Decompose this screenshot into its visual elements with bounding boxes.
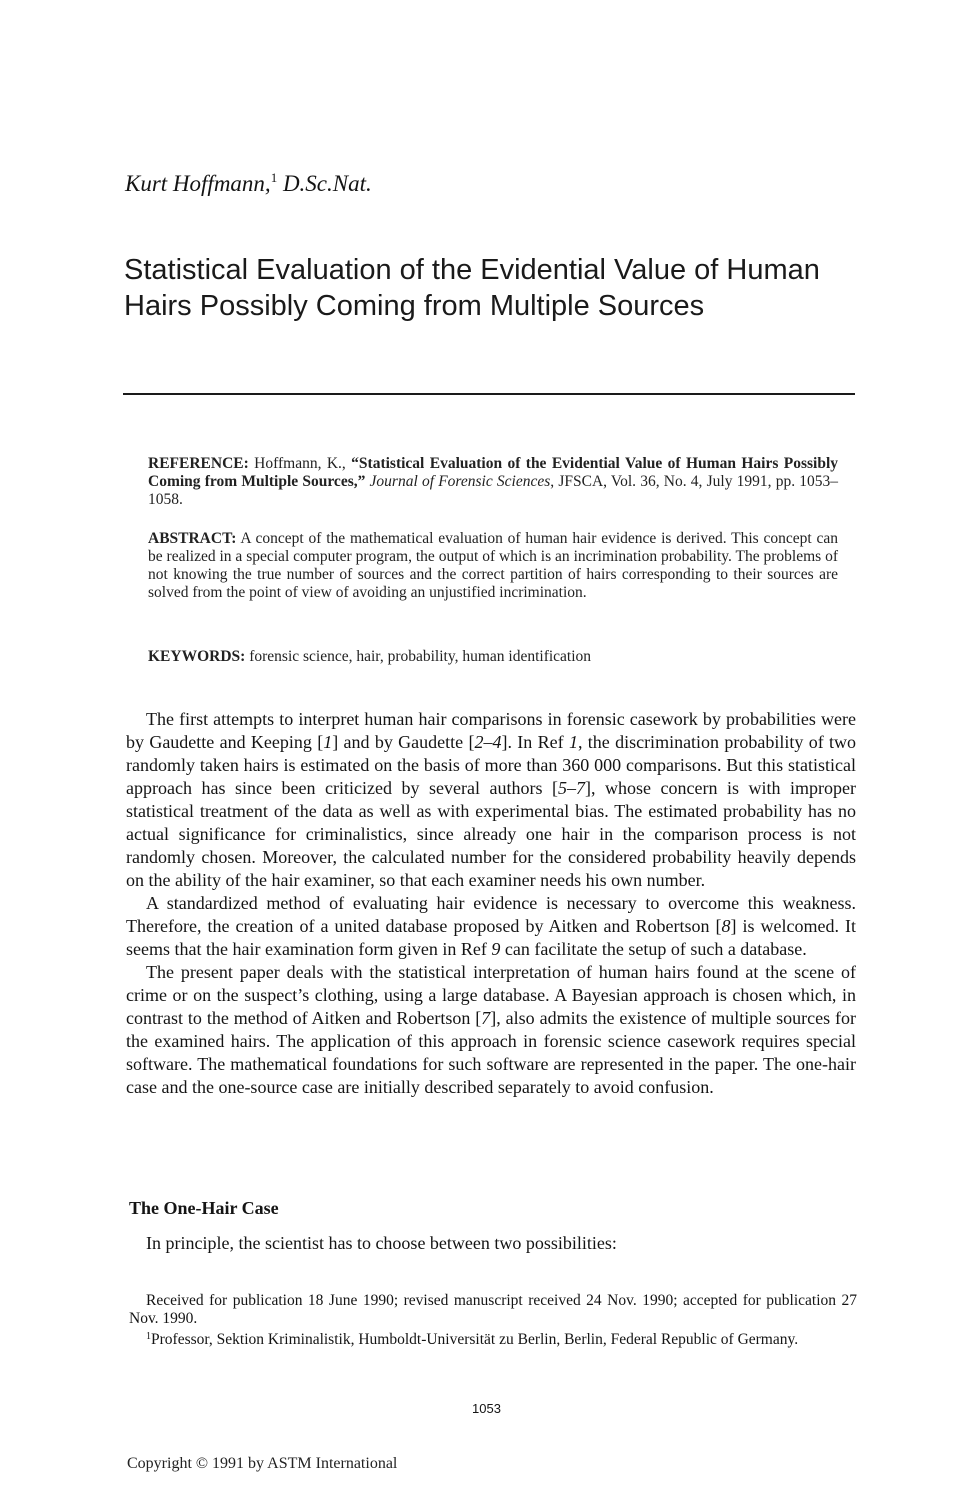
text-run: A standardized method of evaluating hair evidence is necessary to overcome this weakness. Therefore, the creation of a united database proposed by Aitken and Robertson [ — [126, 893, 856, 936]
section-intro-text: In principle, the scientist has to choose between two possibilities: — [146, 1233, 617, 1253]
text-run: ]. In Ref — [501, 732, 569, 752]
text-run: ], also admits the existence of multiple sources for the examined hairs. The application of this approach in forensic science casework requires special software. The mathematical foundations for such software are represented in the paper. The one-hair case and the one-source case are initially described separately to avoid confusion. — [126, 1008, 856, 1097]
page-number: 1053 — [472, 1401, 501, 1416]
paper-title: Statistical Evaluation of the Evidential Value of Human Hairs Possibly Coming from Multiple Sources — [124, 254, 820, 322]
author-degree: D.Sc.Nat. — [277, 171, 372, 196]
reference-details: , JFSCA, Vol. 36, No. 4, July 1991, pp. 1053–1058. — [148, 473, 839, 508]
citation-ref: 2–4 — [474, 732, 502, 752]
title-divider — [123, 393, 855, 395]
citation-ref: 1 — [568, 732, 578, 752]
reference-journal: Journal of Forensic Sciences — [369, 473, 551, 490]
body-paragraph-2 — [126, 892, 856, 961]
copyright-notice: Copyright © 1991 by ASTM International — [127, 1455, 398, 1472]
citation-ref: 5–7 — [557, 778, 585, 798]
reference-block — [148, 455, 838, 509]
body-text — [126, 708, 856, 1099]
keywords-label: KEYWORDS: — [148, 648, 246, 665]
author-line — [125, 170, 372, 197]
abstract-block — [148, 530, 838, 602]
body-paragraph-3 — [126, 961, 856, 1099]
text-run: , the discrimination probability of two randomly taken hairs is estimated on the basis of more than 360 000 comparisons. But this statistical approach has since been criticized by several authors [ — [126, 732, 857, 798]
author-footnote-mark: 1 — [270, 170, 278, 185]
abstract-label: ABSTRACT: — [148, 530, 237, 547]
footnotes — [129, 1292, 857, 1349]
section-heading: The One-Hair Case — [129, 1198, 279, 1218]
reference-authors: Hoffmann, K., — [248, 455, 352, 472]
author-name: Kurt Hoffmann, — [125, 171, 271, 196]
text-run: can facilitate the setup of such a database. — [500, 939, 807, 959]
body-paragraph-1 — [126, 708, 856, 892]
text-run: ] is welcomed. It seems that the hair examination form given in Ref — [126, 916, 856, 959]
text-run: ] and by Gaudette [ — [332, 732, 475, 752]
reference-article-title: “Statistical Evaluation of the Evidential Value of Human Hairs Possibly Coming from Multiple Sources,” — [148, 455, 839, 490]
footnote-received: Received for publication 18 June 1990; revised manuscript received 24 Nov. 1990; accepted for publication 27 Nov. 1990. — [129, 1292, 857, 1327]
citation-ref: 7 — [481, 1008, 491, 1028]
text-run: The present paper deals with the statistical interpretation of human hairs found at the scene of crime or on the suspect’s clothing, using a large database. A Bayesian approach is chosen which, in contrast to the method of Aitken and Robertson [ — [126, 962, 856, 1028]
keywords-block — [148, 648, 838, 666]
citation-ref: 1 — [323, 732, 333, 752]
reference-label: REFERENCE: — [148, 455, 249, 472]
citation-ref: 8 — [721, 916, 731, 936]
citation-ref: 9 — [491, 939, 501, 959]
text-run: The first attempts to interpret human hair comparisons in forensic casework by probabilities were by Gaudette and Keeping [ — [126, 709, 856, 752]
footnote-affiliation-text: Professor, Sektion Kriminalistik, Humboldt-Universität zu Berlin, Berlin, Federal Republic of Germany. — [151, 1331, 799, 1348]
keywords-text: forensic science, hair, probability, human identification — [245, 648, 592, 665]
footnote-affiliation — [129, 1328, 857, 1349]
abstract-text: A concept of the mathematical evaluation of human hair evidence is derived. This concept can be realized in a special computer program, the output of which is an incrimination probability. The problems of not knowing the true number of sources and the correct partition of hairs corresponding to their sources are solved from the point of view of avoiding an unjustified incrimination. — [148, 530, 838, 601]
text-run: ], whose concern is with improper statistical treatment of the data as well as with experimental bias. The estimated probability has no actual significance for criminalistics, since already one hair in the comparison process is not randomly chosen. Moreover, the calculated number for the considered probability heavily depends on the ability of the hair examiner, so that each examiner needs his own number. — [126, 778, 857, 890]
footnote-mark: 1 — [146, 1331, 151, 1342]
